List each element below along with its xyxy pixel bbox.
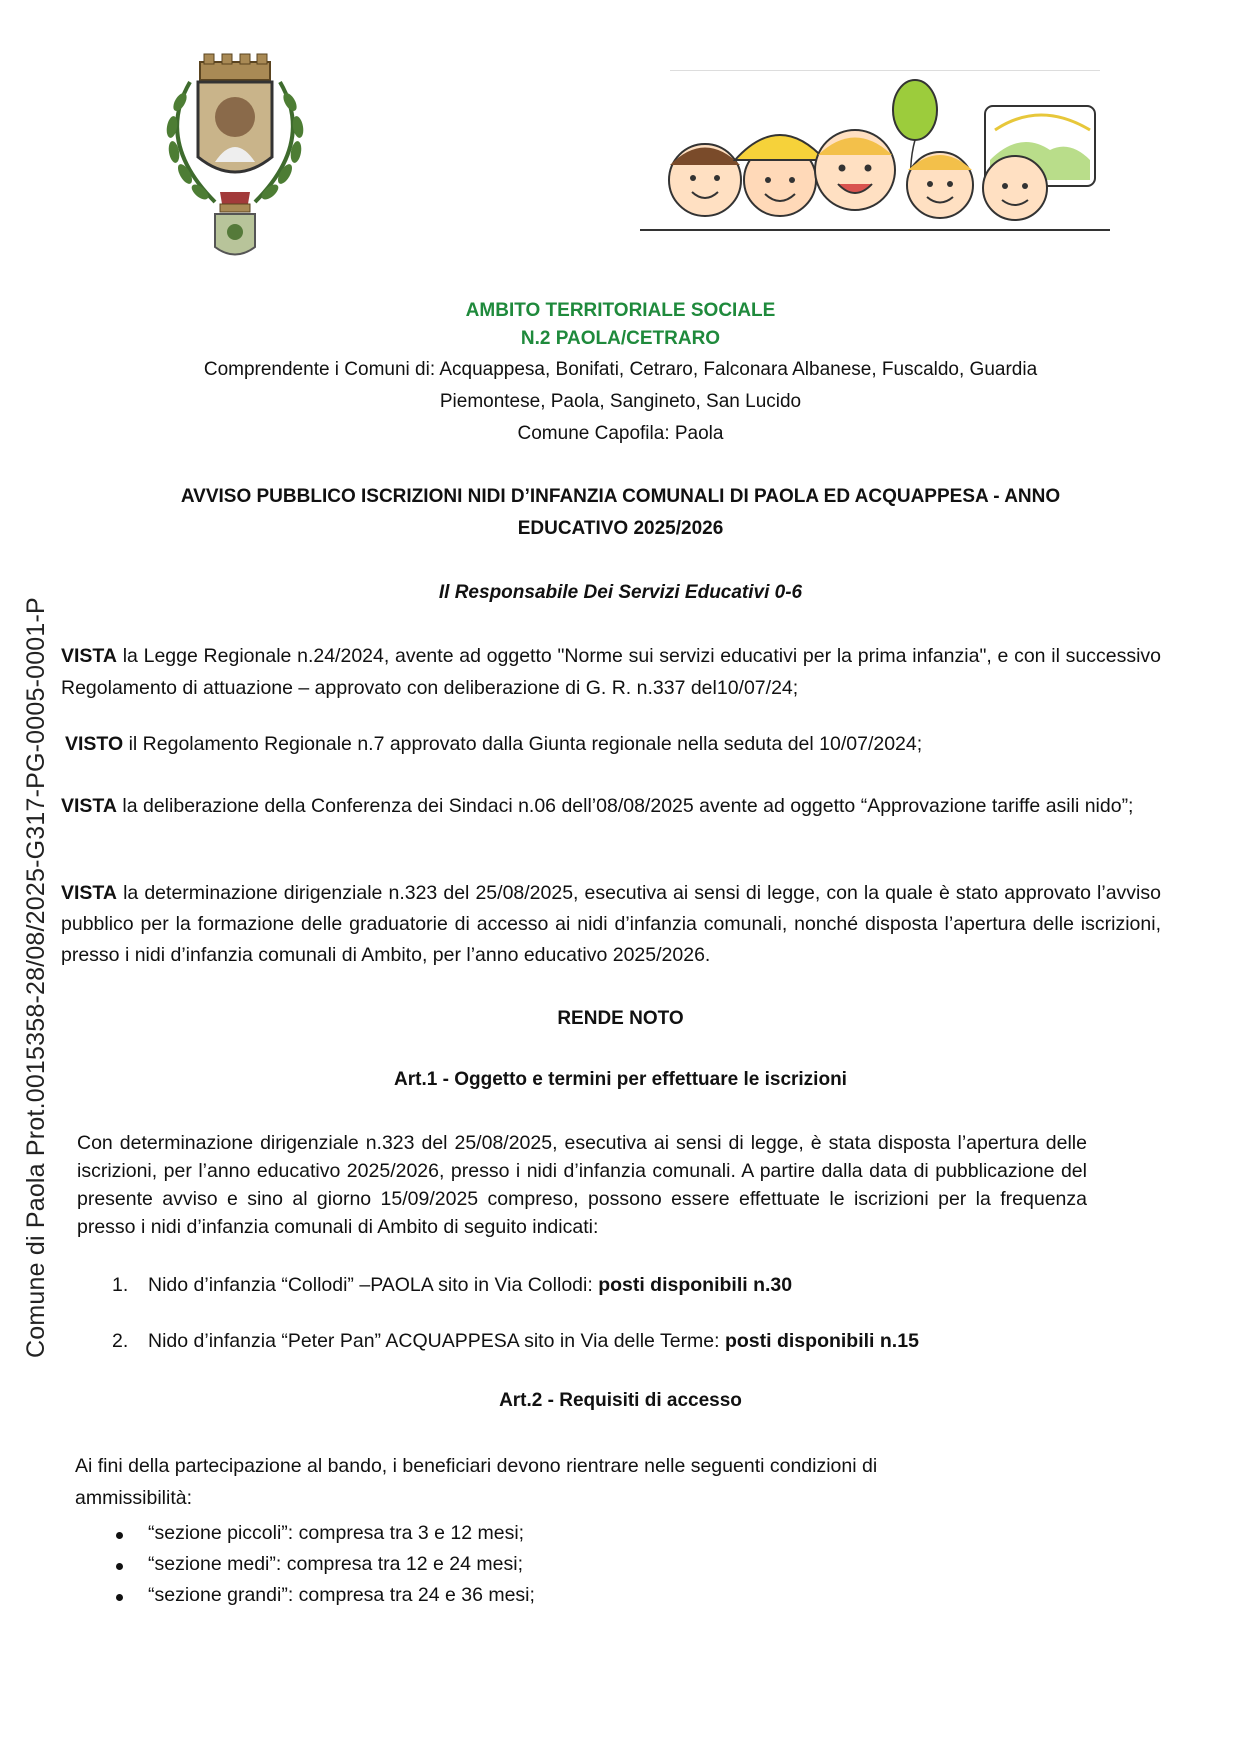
comuni-line-1: Comprendente i Comuni di: Acquappesa, Bonifati, Cetraro, Falconara Albanese, Fuscaldo, Guardia bbox=[203, 359, 1038, 380]
tower-crown-icon bbox=[200, 62, 270, 80]
crest-logo bbox=[160, 52, 310, 262]
premessa-1 bbox=[61, 640, 1161, 704]
premessa-text: la Legge Regionale n.24/2024, avente ad oggetto "Norme sui servizi educativi per la prima infanzia", e con il successivo Regolamento di attuazione – approvato con deliberazione di G. R. n.337 del10/07/24; bbox=[61, 645, 1161, 699]
premessa-4 bbox=[61, 878, 1161, 971]
art2-heading: Art.2 - Requisiti di accesso bbox=[499, 1390, 742, 1411]
premessa-3 bbox=[61, 790, 1161, 822]
list-item: “sezione medi”: compresa tra 12 e 24 mesi; bbox=[148, 1553, 523, 1575]
premessa-keyword: VISTA bbox=[61, 795, 117, 817]
art2-intro-2: ammissibilità: bbox=[75, 1487, 193, 1509]
comuni-line-2: Piemontese, Paola, Sangineto, San Lucido bbox=[439, 391, 802, 412]
children-illustration bbox=[640, 70, 1120, 240]
child-face-icon bbox=[735, 135, 825, 216]
bullet-icon bbox=[116, 1532, 123, 1539]
art1-body: Con determinazione dirigenziale n.323 del 25/08/2025, esecutiva ai sensi di legge, è stata disposta l’apertura delle iscrizioni, per l’anno educativo 2025/2026, presso i nidi d’infanzia comunali. A partire dalla data di pubblicazione del presente avviso e sino al giorno 15/09/2025 compreso, possono essere effettuate le iscrizioni per la frequenza presso i nidi d’infanzia comunali di Ambito di seguito indicati: bbox=[77, 1132, 1087, 1238]
protocol-stamp: Comune di Paola Prot.0015358-28/08/2025-G317-PG-0005-0001-P bbox=[22, 597, 50, 1358]
ambito-title: AMBITO TERRITORIALE SOCIALE bbox=[465, 300, 776, 321]
nido-item-number: 1. bbox=[112, 1274, 129, 1296]
rende-noto-heading: RENDE NOTO bbox=[557, 1008, 684, 1029]
child-face-icon bbox=[983, 156, 1047, 220]
nido-item bbox=[148, 1270, 1128, 1300]
nido-item-number: 2. bbox=[112, 1330, 129, 1352]
art2-intro: Ai fini della partecipazione al bando, i beneficiari devono rientrare nelle seguenti condizioni di bbox=[75, 1455, 878, 1477]
ambito-subtitle: N.2 PAOLA/CETRARO bbox=[520, 328, 721, 349]
premessa-keyword: VISTO bbox=[65, 733, 124, 755]
responsabile-heading: Il Responsabile Dei Servizi Educativi 0-6 bbox=[438, 582, 803, 603]
bullet-icon bbox=[116, 1563, 123, 1570]
nido-name: Nido d’infanzia “Collodi” –PAOLA sito in Via Collodi: bbox=[148, 1274, 599, 1296]
child-face-icon bbox=[815, 130, 895, 210]
premessa-keyword: VISTA bbox=[61, 882, 117, 904]
nido-posti: posti disponibili n.30 bbox=[598, 1274, 793, 1296]
page-title-line-2: EDUCATIVO 2025/2026 bbox=[517, 518, 724, 539]
child-face-icon bbox=[907, 152, 973, 218]
premessa-text: il Regolamento Regionale n.7 approvato dalla Giunta regionale nella seduta del 10/07/2024; bbox=[123, 733, 923, 755]
list-item: “sezione grandi”: compresa tra 24 e 36 mesi; bbox=[148, 1584, 535, 1606]
nido-item bbox=[148, 1326, 1128, 1356]
child-face-icon bbox=[669, 144, 741, 216]
premessa-text: la deliberazione della Conferenza dei Sindaci n.06 dell’08/08/2025 avente ad oggetto “Approvazione tariffe asili nido”; bbox=[116, 795, 1134, 817]
list-item: “sezione piccoli”: compresa tra 3 e 12 mesi; bbox=[148, 1522, 525, 1544]
premessa-2 bbox=[65, 728, 1165, 760]
art1-heading: Art.1 - Oggetto e termini per effettuare le iscrizioni bbox=[394, 1069, 847, 1090]
bullet-icon bbox=[116, 1594, 123, 1601]
premessa-text: la determinazione dirigenziale n.323 del 25/08/2025, esecutiva ai sensi di legge, con la quale è stato approvato l’avviso pubblico per la formazione delle graduatorie di accesso ai nidi d’infanzia comunali, nonché disposta l’apertura delle iscrizioni, presso i nidi d’infanzia comunali di Ambito, per l’anno educativo 2025/2026. bbox=[61, 882, 1161, 966]
comune-capofila: Comune Capofila: Paola bbox=[517, 423, 724, 444]
nido-posti: posti disponibili n.15 bbox=[724, 1330, 919, 1352]
premessa-keyword: VISTA bbox=[61, 645, 117, 667]
page-title: AVVISO PUBBLICO ISCRIZIONI NIDI D’INFANZIA COMUNALI DI PAOLA ED ACQUAPPESA - ANNO bbox=[180, 486, 1061, 507]
nido-name: Nido d’infanzia “Peter Pan” ACQUAPPESA sito in Via delle Terme: bbox=[148, 1330, 725, 1352]
